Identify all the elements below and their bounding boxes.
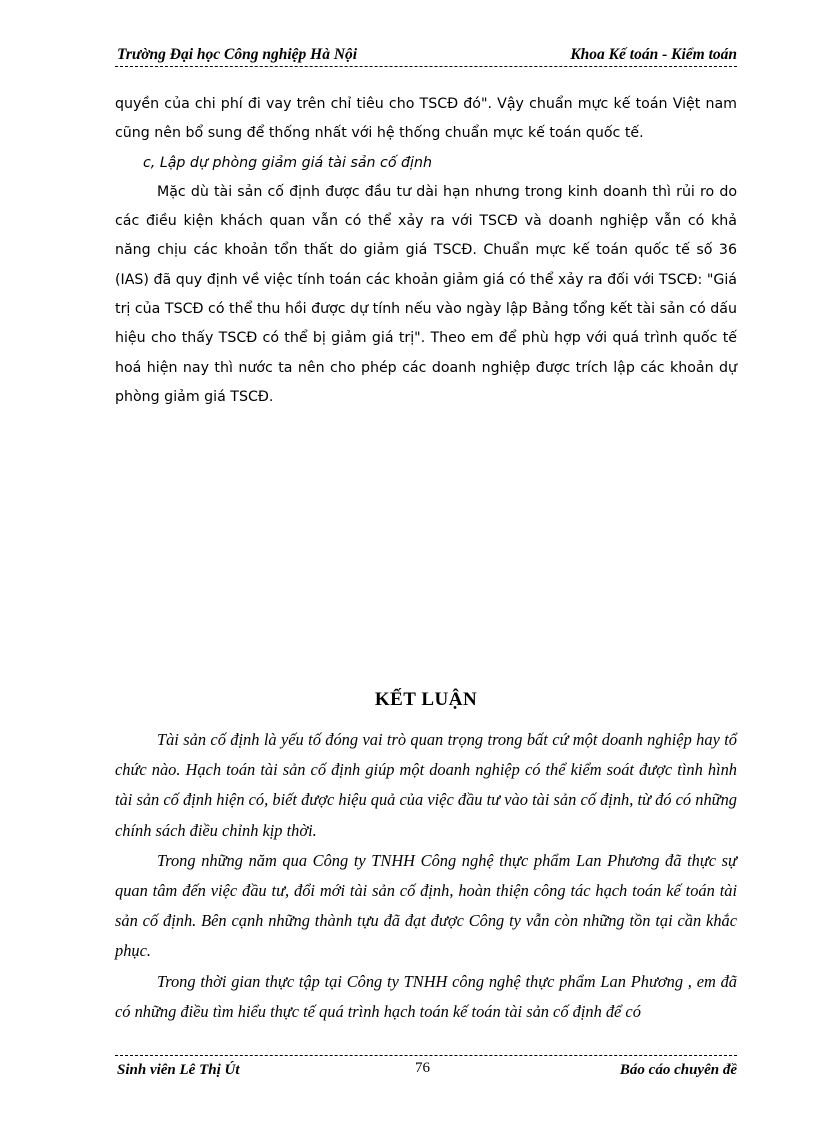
header-divider	[115, 66, 737, 67]
footer-report-type: Báo cáo chuyên đề	[619, 1062, 737, 1078]
conclusion-paragraph-2: Trong những năm qua Công ty TNHH Công nghệ thực phẩm Lan Phương đã thực sự quan tâm đến việc đầu tư, đổi mới tài sản cố định, hoàn thiện công tác hạch toán kế toán tài sản cố định. Bên cạnh những thành tựu đã đạt được Công ty vẫn còn những tồn tại cần khắc phục.	[115, 850, 737, 961]
conclusion-paragraph-1: Tài sản cố định là yếu tố đóng vai trò quan trọng trong bất cứ một doanh nghiệp hay tổ chức nào. Hạch toán tài sản cố định giúp một doanh nghiệp có thể kiểm soát được tình hình tài sản cố định hiện có, biết được hiệu quả của việc đầu tư vào tài sản cố định, từ đó có những chính sách điều chỉnh kịp thời.	[115, 730, 737, 840]
body-paragraph-1: quyền của chi phí đi vay trên chỉ tiêu cho TSCĐ đó". Vậy chuẩn mực kế toán Việt nam cũng nên bổ sung để thống nhất với hệ thống chuẩn mực kế toán quốc tế.	[115, 96, 737, 142]
conclusion-section	[115, 725, 737, 1027]
footer-divider	[115, 1055, 737, 1056]
page-number: 76	[415, 1060, 430, 1076]
page-header	[115, 44, 737, 66]
body-paragraph-2: Mặc dù tài sản cố định được đầu tư dài hạn nhưng trong kinh doanh thì rủi ro do các điều kiện khách quan vẫn có thể xảy ra với TSCĐ và doanh nghiệp vẫn có khả năng chịu các khoản tổn thất do giảm giá TSCĐ. Chuẩn mực kế toán quốc tế số 36 (IAS) đã quy định về việc tính toán các khoản giảm giá có thể xảy ra đối với TSCĐ: "Giá trị của TSCĐ có thể thu hồi được dự tính nếu vào ngày lập Bảng tổng kết tài sản có dấu hiệu cho thấy TSCĐ có thể bị giảm giá trị". Theo em để phù hợp với quá trình quốc tế hoá hiện nay thì nước ta nên cho phép các doanh nghiệp được trích lập các khoản dự phòng giảm giá TSCĐ.	[115, 183, 737, 405]
conclusion-title: KẾT LUẬN	[374, 689, 478, 710]
header-school: Trường Đại học Công nghiệp Hà Nội	[117, 46, 358, 63]
conclusion-paragraph-3: Trong thời gian thực tập tại Công ty TNHH công nghệ thực phẩm Lan Phương , em đã có những điều tìm hiểu thực tế quá trình hạch toán kế toán tài sản cố định để có	[115, 971, 737, 1021]
footer-student: Sinh viên Lê Thị Út	[117, 1062, 240, 1078]
page-footer	[115, 1060, 737, 1084]
body-section	[115, 90, 737, 412]
subheading: c, Lập dự phòng giảm giá tài sản cố định	[143, 154, 432, 171]
header-faculty: Khoa Kế toán - Kiểm toán	[570, 46, 737, 63]
